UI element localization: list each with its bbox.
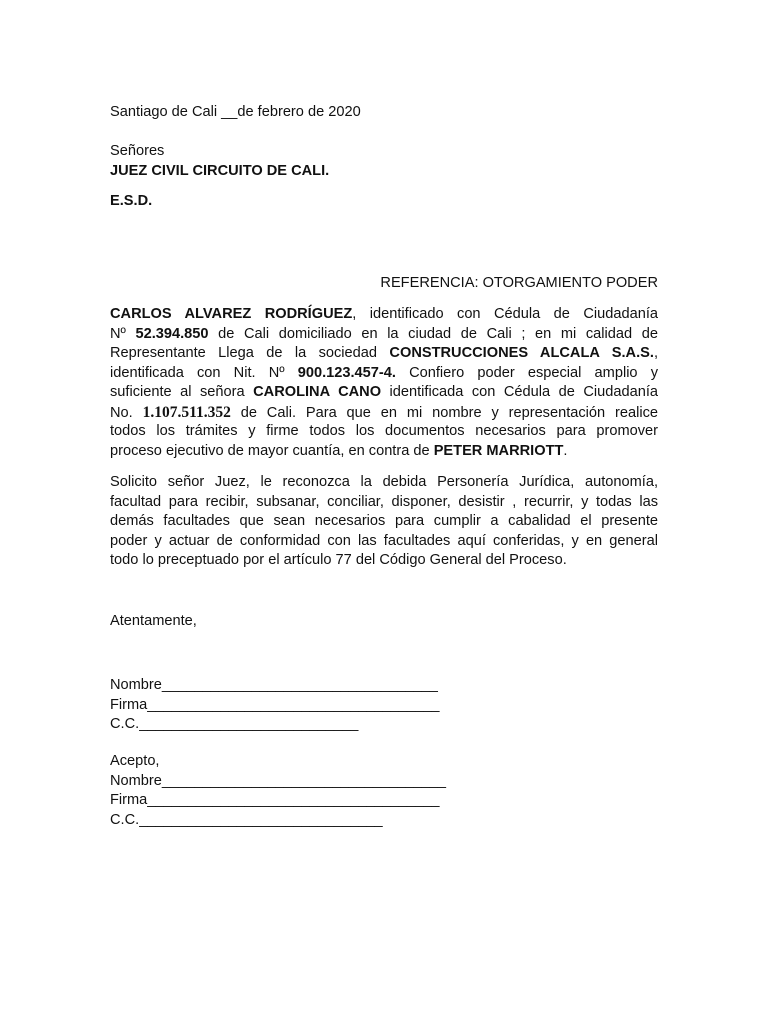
p1-text: identificada con Nit. Nº — [110, 364, 298, 381]
paragraph-grant — [110, 305, 658, 461]
signature-block-grantor — [110, 676, 658, 735]
p2-line-4: poder y actuar de conformidad con las facultades aquí conferidas, y en general — [110, 532, 658, 549]
acceptance-label: Acepto, — [110, 753, 160, 769]
p1-line-8 — [110, 442, 658, 462]
reference-block — [110, 274, 658, 294]
p1-line-7: todos los trámites y firme todos los documentos necesarios para promover — [110, 423, 658, 439]
defendant-name: PETER MARRIOTT — [433, 442, 564, 459]
p2-line-5: todo lo preceptuado por el artículo 77 del Código General del Proceso. — [110, 552, 567, 568]
closing-block — [110, 612, 658, 632]
salutation: Señores — [110, 143, 165, 159]
p1-text: No. — [110, 404, 143, 421]
paragraph-request — [110, 473, 658, 571]
p2-line-1: Solicito señor Juez, le reconozca la debida Personería Jurídica, autonomía, — [110, 474, 658, 490]
id-field: C.C.___________________________ — [110, 716, 359, 732]
p2-line-3: demás facultades que sean necesarios para cumplir a cabalidad el presente — [110, 513, 658, 529]
attorney-id: 1.107.511.352 — [142, 403, 231, 421]
p1-text: de Cali domiciliado en la ciudad de Cali ; en mi calidad de — [208, 325, 658, 342]
signature-field: Firma____________________________________ — [110, 792, 440, 808]
p2-line-2: facultad para recibir, subsanar, conciliar, disponer, desistir , recurrir, y todas las — [110, 493, 658, 510]
p1-text: identificada con Cédula de Ciudadanía — [381, 384, 658, 400]
id-field: C.C.______________________________ — [110, 811, 383, 828]
p1-line-2 — [110, 325, 658, 345]
grantor-id: 52.394.850 — [135, 325, 209, 342]
esd-block — [110, 192, 658, 212]
addressee-block — [110, 142, 658, 181]
p1-line-5 — [110, 383, 658, 403]
p1-text: proceso ejecutivo de mayor cuantía, en contra de — [110, 442, 434, 459]
attorney-name: CAROLINA CANO — [253, 384, 382, 400]
company-name: CONSTRUCCIONES ALCALA S.A.S. — [389, 345, 654, 361]
p1-text: , identificado con Cédula de Ciudadanía — [352, 306, 658, 322]
signature-block-acceptance — [110, 752, 658, 830]
closing: Atentamente, — [110, 613, 197, 629]
p1-text: Nº — [110, 325, 136, 342]
p1-text: , — [653, 345, 658, 361]
p1-line-3 — [110, 344, 658, 364]
addressee: JUEZ CIVIL CIRCUITO DE CALI. — [110, 162, 330, 179]
p1-line-1 — [110, 305, 658, 325]
reference-line: REFERENCIA: OTORGAMIENTO PODER — [380, 275, 658, 291]
grantor-name: CARLOS ALVAREZ RODRÍGUEZ — [110, 306, 353, 322]
p1-text: Representante Llega de la sociedad — [110, 345, 390, 361]
p1-line-4 — [110, 364, 658, 384]
date-line: Santiago de Cali __de febrero de 2020 — [110, 104, 361, 120]
name-field: Nombre___________________________________ — [110, 772, 446, 789]
p1-text: de Cali. Para que en mi nombre y representación realice — [230, 404, 659, 421]
name-field: Nombre__________________________________ — [110, 677, 438, 693]
document-header — [110, 103, 658, 123]
signature-field: Firma____________________________________ — [110, 696, 440, 713]
esd-label: E.S.D. — [110, 193, 153, 209]
p1-text: suficiente al señora — [110, 384, 254, 400]
p1-line-6 — [110, 403, 658, 423]
company-nit: 900.123.457-4. — [297, 364, 396, 381]
p1-text: . — [563, 442, 568, 459]
p1-text: Confiero poder especial amplio y — [395, 364, 658, 381]
